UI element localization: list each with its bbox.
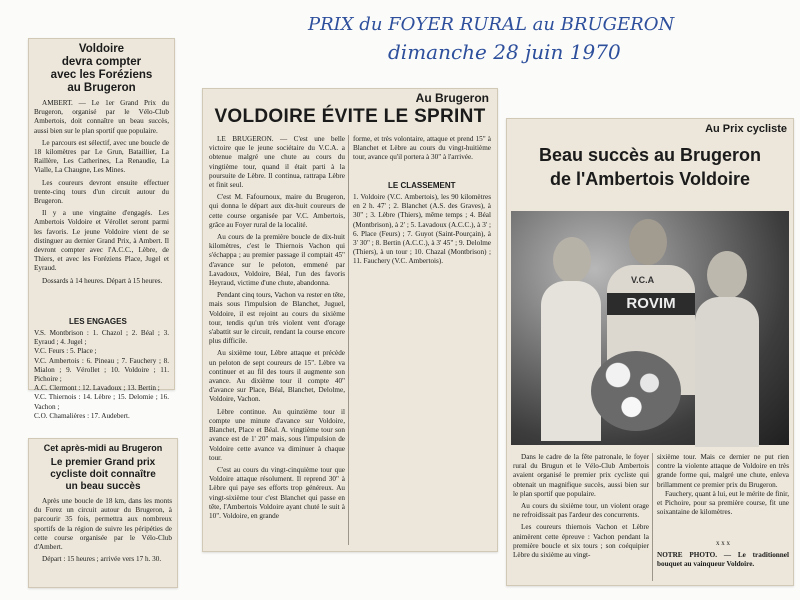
person-left <box>553 237 591 283</box>
classement-list: 1. Voldoire (V.C. Ambertois), les 90 kilomètres en 2 h. 47' ; 2. Blanchet (A.S. des Graves), à 30" ; 3. Lèbre (Thiers), même temps ; 4. Béal (Montbrison), à 2' ; 5. Lavadoux (A.C.C.), à 3' ; 6. Place (Feurs) ; 7. Guyot (Saint-Pourçain), à 3' 30" ; 8. Bertin (A.C.C.), à 3' 45" ; 9. Delolme (Thiers), à un tour ; 10. Chazal (Montbrison) ; 11. Fauchery (V.C. Ambertois). <box>353 193 491 266</box>
section-separator: x x x <box>716 539 730 547</box>
column-divider <box>348 135 349 545</box>
clipping-kicker: Au Brugeron <box>415 91 489 105</box>
photo-caption: NOTRE PHOTO. — Le traditionnel bouquet au vainqueur Voldoire. <box>657 551 789 569</box>
jersey-band: ROVIM <box>607 293 695 315</box>
person-right <box>707 251 747 299</box>
engages-list: V.S. Montbrison : 1. Chazol ; 2. Béal ; 3. Eyraud ; 4. Jugel ; V.C. Feurs : 5. Place ; V.C. Ambertois : 6. Pineau ; 7. Fauchery ; 8. Mialon ; 9. Vérollet ; 10. Voldoire ; 11. Pichoire ; A.C. Clermont : 12. Lavadoux ; 13. Bertin ; V.C. Thiernois : 14. Lèbre ; 15. Delomie ; 16. Vachon ; C.O. Chamalières : 17. Audebert. <box>34 329 169 420</box>
engages-heading: LES ENGAGES <box>69 317 127 326</box>
classement-heading: LE CLASSEMENT <box>388 181 456 190</box>
jersey-text: V.C.A <box>631 275 655 285</box>
clipping-headline: VOLDOIRE ÉVITE LE SPRINT <box>214 106 486 127</box>
person-right-body <box>695 297 759 447</box>
flower-bouquet <box>591 351 681 431</box>
clipping-body: Après une boucle de 18 km, dans les monts du Forez un circuit autour du Brugeron, à parcourir 35 fois, permettra aux nombreux sportifs de la région de suivre les péripéties de cette course organisée par le Vélo-Club d'Ambert. Départ : 15 heures ; arrivée vers 17 h. 30. <box>34 497 172 564</box>
article-column-2: forme, et très volontaire, attaque et prend 15" à Blanchet et Lèbre au cours du vingt-huitième tour, avance qu'il portera à 30" à l'arrivée. <box>353 135 491 162</box>
person-left-body <box>541 281 601 441</box>
clipping-headline: Le premier Grand prix cycliste doit connaître un beau succès <box>50 457 156 492</box>
clipping-kicker: Cet après-midi au Brugeron <box>43 443 163 453</box>
clipping-premier-grand-prix <box>28 438 178 588</box>
clipping-beau-succes <box>506 118 794 586</box>
winner-photo <box>511 211 789 445</box>
clipping-voldoire-devra-compter <box>28 38 175 420</box>
column-divider <box>652 453 653 581</box>
handwritten-date: dimanche 28 juin 1970 <box>388 40 621 64</box>
article-column-1: Dans le cadre de la fête patronale, le foyer rural du Brugun et le Vélo-Club Ambertois avaient organisé le premier prix cycliste qui obtenait un magnifique succès, aussi bien sur le plan sportif que populaire. Au cours du sixième tour, un violent orage ne refroidissait pas l'ardeur des concurrents. Les coureurs thiernois Vachon et Lèbre animèrent cette épreuve : Vachon pendant la première boucle et six tours ; son coéquipier Lèbre du sixième au vingt- <box>513 453 649 560</box>
clipping-body: AMBERT. — Le 1er Grand Prix du Brugeron, organisé par le Vélo-Club Ambertois, doit connaître un beau succès, aussi bien sur le plan sportif que populaire. Le parcours est sélectif, avec une boucle de 18 kilomètres par Le Grun, Bataillier, La Raillère, Les Catherines, La Renaudie, La Vialle, La Chaugne, Les Mines. Les coureurs devront ensuite effectuer trente-cinq tours d'un circuit autour du Brugeron. Il y a une vingtaine d'engagés. Les Ambertois Voldoire et Vérollet seront parmi les favoris. Le jeune Voldoire vient de se distinguer au dernier Grand Prix, à Ambert. Il devront compter avec l'A.C.C., Lèbre, de Thiers, et avec les Foréziens Place, Jugel et Eyraud. Dossards à 14 heures. Départ à 15 heures. <box>34 99 169 285</box>
clipping-kicker: Au Prix cycliste <box>705 123 787 135</box>
article-column-2: sixième tour. Mais ce dernier ne put rien contre la violente attaque de Voldoire en très grande forme qui, malgré une chute, enleva brillamment ce premier prix du Brugeron. Fauchery, quant à lui, eut le mérite de finir, et Pichoire, pour sa première course, fit une soixantaine de kilomètres. <box>657 453 789 517</box>
clipping-headline: Voldoire devra compter avec les Foréziens au Brugeron <box>50 43 153 94</box>
cyclist-head <box>629 219 667 265</box>
clipping-headline: Beau succès au Brugeron de l'Ambertois Voldoire <box>538 145 762 189</box>
article-column-1: LE BRUGERON. — C'est une belle victoire que le jeune sociétaire du V.C.A. a obtenue malgré une chute au cours du vingtième tour, quand il était parti à la poursuite de Lèbre. Il continua, rattrapa Lèbre et finit seul. C'est M. Fafournoux, maire du Brugeron, qui donna le départ aux dix-huit coureurs de cette course organisée par V.C. Ambertois, grâce au Foyer rural de la localité. Au cours de la première boucle de dix-huit kilomètres, c'est le Thiernois Vachon qui s'échappa ; au premier passage il comptait 45" d'avance sur le peloton, emmené par Lavadoux, Voldoire, Béal, l'un des favoris Heyraud, victime d'une chute, abandonna. Pendant cinq tours, Vachon va rester en tête, mais sous l'impulsion de Blanchet, Juguel, Voldoire, il est rejoint au cours du sixième tour, tendis qu'un très violent vent d'orage s'abattit sur le circuit, rendant la course encore plus difficile. Au sixième tour, Lèbre attaque et précède un peloton de sept coureurs de 15". Lèbre va continuer et au fil des tours il augmente son avance. Au dixième tour il compte 40" d'avance sur Place, Béal, Blanchet, Delolme, Voldoire, Vachon. Lèbre continue. Au quinzième tour il compte une minute d'avance sur Voldoire, Blanchet, Place et Béal. A. vingtième tour son avance est de 1' 20" mais, sous l'impulsion de Voldoire cette avance va diminuer à chaque tour. C'est au cours du vingt-cinquième tour que Voldoire attaque résolument. Il reprend 30" à Lèbre qui paye ses efforts trop généreux. Au vingt-sixième tour c'est Blanchet qui passe en tête, l'Ambertois Voldoire ayant chuté le suit à 10". Voldoire, en grande <box>209 135 345 520</box>
handwritten-title: PRIX du FOYER RURAL au BRUGERON <box>308 14 675 35</box>
clipping-voldoire-evite-le-sprint <box>202 88 498 552</box>
